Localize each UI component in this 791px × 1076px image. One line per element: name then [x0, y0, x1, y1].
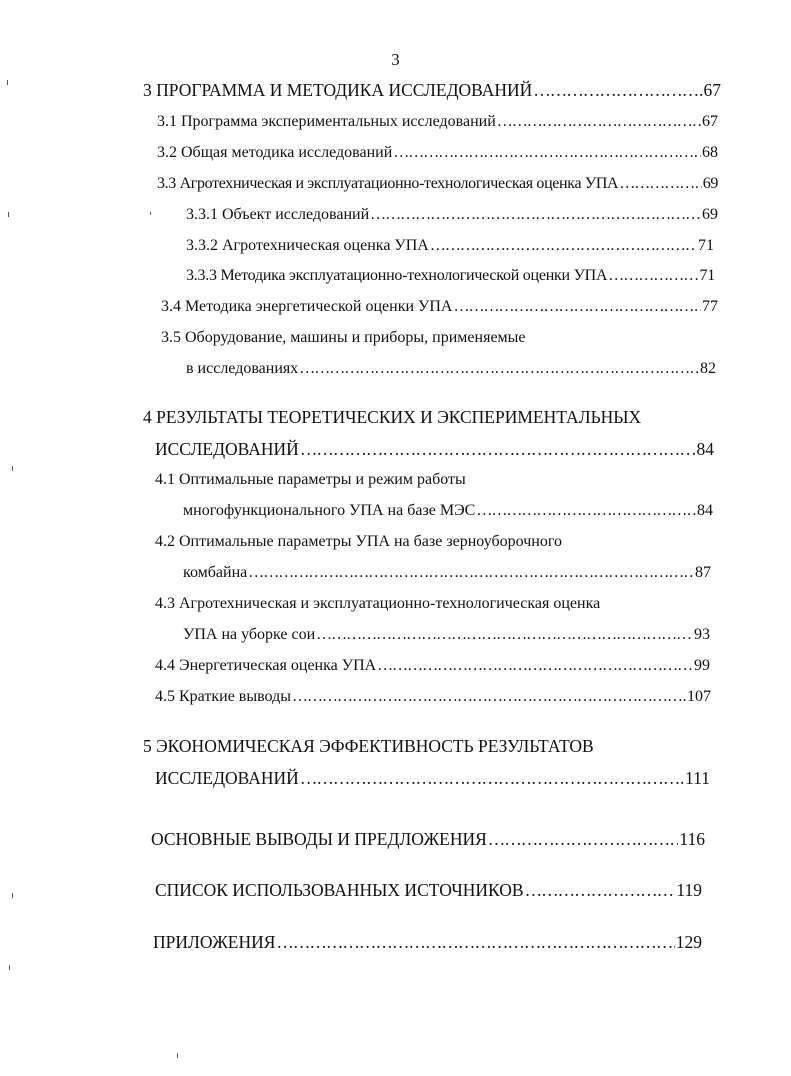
toc-entry-3-2: [157, 143, 718, 163]
toc-entry-3-3-2: [186, 236, 714, 256]
toc-title: 3 ПРОГРАММА И МЕТОДИКА ИССЛЕДОВАНИЙ: [143, 80, 533, 100]
toc-entry-4-1-line1: 4.1 Оптимальные параметры и режим работы: [155, 471, 466, 488]
toc-title: в исследованиях: [186, 360, 299, 377]
toc-title: 3.3 Агротехническая и эксплуатационно-технологическая оценка УПА: [157, 175, 619, 192]
scan-speck: [7, 80, 8, 85]
toc-entry-ch5: [155, 768, 710, 788]
toc-entry-3-1: [157, 112, 718, 132]
toc-page: 99: [694, 657, 710, 674]
scan-speck: [177, 1053, 178, 1058]
toc-page: 111: [685, 768, 710, 788]
toc-title: 4.5 Краткие выводы: [155, 688, 291, 705]
toc-entry-ch3: [143, 80, 721, 100]
toc-page: 67: [703, 80, 721, 100]
toc-title: 3.1 Программа экспериментальных исследований: [157, 113, 496, 130]
toc-title: СПИСОК ИСПОЛЬЗОВАННЫХ ИСТОЧНИКОВ: [155, 880, 524, 900]
toc-page: 68: [702, 144, 718, 161]
toc-title: УПА на уборке сои: [183, 626, 316, 643]
toc-entry-ch4-line1: 4 РЕЗУЛЬТАТЫ ТЕОРЕТИЧЕСКИХ И ЭКСПЕРИМЕНТАЛЬНЫХ: [143, 407, 642, 427]
toc-page: 119: [676, 880, 702, 900]
leader-dots: [248, 563, 694, 583]
toc-page: 129: [675, 932, 702, 952]
toc-entry-3-4: [161, 297, 718, 317]
leader-dots: [476, 501, 696, 521]
toc-title: комбайна: [183, 564, 248, 581]
toc-entry-4-1: [183, 501, 713, 521]
toc-entry-ch5-line1: 5 ЭКОНОМИЧЕСКАЯ ЭФФЕКТИВНОСТЬ РЕЗУЛЬТАТОВ: [143, 736, 594, 756]
toc-title: 3.3.2 Агротехническая оценка УПА: [186, 237, 429, 254]
leader-dots: [608, 266, 698, 286]
toc-entry-3-3-1: [186, 205, 718, 225]
leader-dots: [292, 687, 686, 707]
leader-dots: [619, 174, 701, 194]
toc-title: многофункционального УПА на базе МЭС: [183, 502, 476, 519]
toc-title: ПРИЛОЖЕНИЯ: [153, 932, 276, 952]
toc-page: 87: [695, 564, 711, 581]
toc-page: 69: [702, 206, 718, 223]
leader-dots: [300, 439, 696, 459]
toc-page: 93: [694, 626, 710, 643]
toc-title: 3.2 Общая методика исследований: [157, 144, 393, 161]
toc-title: ИССЛЕДОВАНИЙ: [155, 439, 299, 459]
toc-title: ОСНОВНЫЕ ВЫВОДЫ И ПРЕДЛОЖЕНИЯ: [151, 829, 487, 849]
toc-title: 4.4 Энергетическая оценка УПА: [155, 657, 377, 674]
toc-entry-4-2-line1: 4.2 Оптимальные параметры УПА на базе зерноуборочного: [155, 533, 562, 550]
leader-dots: [299, 359, 699, 379]
toc-page: 84: [696, 439, 714, 459]
scan-speck: [12, 893, 13, 898]
scan-speck: [12, 466, 13, 471]
toc-entry-3-3-3: [186, 266, 715, 286]
toc-page: 69: [702, 175, 718, 192]
scan-speck: [150, 212, 151, 215]
toc-page: 71: [698, 237, 714, 254]
toc-entry-4-4: [155, 656, 710, 676]
leader-dots: [430, 236, 697, 256]
toc-entry-4-3: [183, 625, 710, 645]
toc-entry-conclusions: [151, 829, 705, 849]
toc-page: 77: [702, 298, 718, 315]
leader-dots: [497, 112, 701, 132]
toc-entry-3-5-line1: 3.5 Оборудование, машины и приборы, применяемые: [161, 329, 526, 346]
leader-dots: [316, 625, 693, 645]
toc-entry-ch4: [155, 439, 714, 459]
toc-page: 71: [699, 267, 715, 284]
page-number: 3: [391, 50, 400, 69]
toc-entry-4-3-line1: 4.3 Агротехническая и эксплуатационно-технологическая оценка: [155, 595, 601, 612]
toc-entry-3-3: [157, 174, 718, 194]
toc-title: 3.4 Методика энергетической оценки УПА: [161, 298, 453, 315]
toc-page: 107: [687, 688, 711, 705]
toc-page: 82: [700, 360, 716, 377]
leader-dots: [300, 768, 684, 788]
leader-dots: [370, 205, 701, 225]
toc-title: ИССЛЕДОВАНИЙ: [155, 768, 299, 788]
leader-dots: [533, 80, 702, 100]
toc-page: 84: [697, 502, 713, 519]
scan-speck: [8, 212, 9, 217]
toc-entry-appendices: [153, 932, 702, 952]
leader-dots: [377, 656, 693, 676]
leader-dots: [525, 880, 676, 900]
scan-speck: [9, 965, 10, 970]
leader-dots: [276, 932, 674, 952]
leader-dots: [393, 143, 701, 163]
toc-entry-references: [155, 880, 702, 900]
toc-entry-4-2: [183, 563, 711, 583]
leader-dots: [453, 297, 701, 317]
leader-dots: [488, 829, 679, 849]
toc-title: 3.3.3 Методика эксплуатационно-технологической оценки УПА: [186, 267, 608, 284]
toc-page: 67: [702, 113, 718, 130]
toc-title: 3.3.1 Объект исследований: [186, 206, 370, 223]
toc-entry-3-5: [186, 359, 716, 379]
toc-entry-4-5: [155, 687, 711, 707]
toc-page: 116: [679, 829, 705, 849]
